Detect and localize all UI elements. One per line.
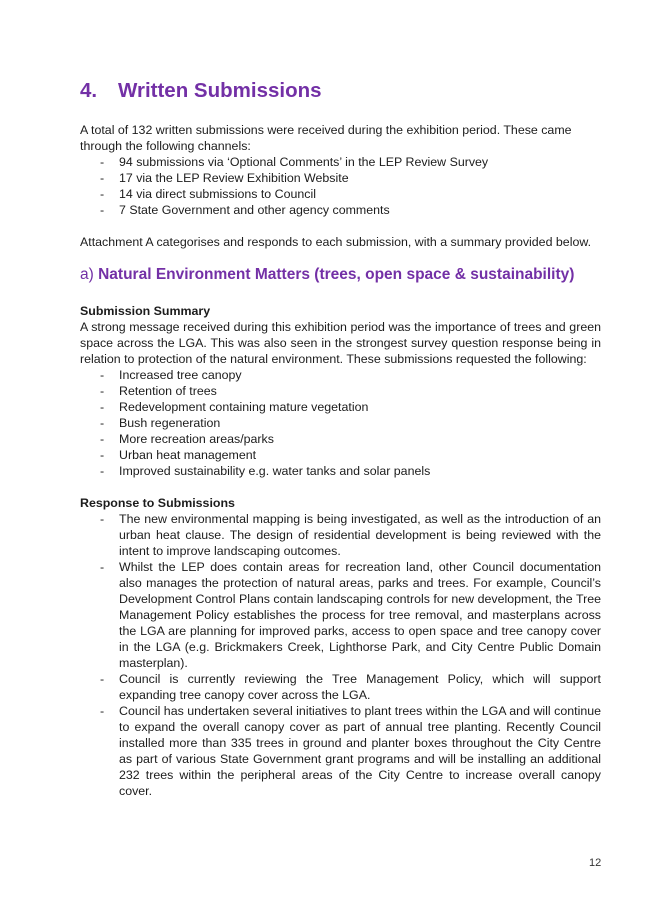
dash-bullet: - [100, 384, 105, 398]
list-item: - 94 submissions via ‘Optional Comments’ in the LEP Review Survey [100, 155, 489, 169]
response-heading: Response to Submissions [80, 496, 235, 510]
dash-bullet: - [100, 416, 105, 430]
request-list [80, 367, 601, 479]
dash-bullet: - [100, 368, 105, 382]
dash-bullet: - [100, 400, 105, 414]
list-item: - Council has undertaken several initiatives to plant trees within the LGA and will continue to expand the overall canopy cover as part of annual tree planting. Recently Council installed more than 335 trees in ground and planter boxes throughout the City Centre as part of various State Government grant programs and will be installing an additional 232 trees within the peripheral areas of the City Centre to increase overall canopy cover. [100, 704, 601, 798]
list-item: - 17 via the LEP Review Exhibition Website [100, 171, 349, 185]
section-title: Written Submissions [118, 79, 322, 102]
dash-bullet: - [100, 203, 105, 217]
list-item: - More recreation areas/parks [100, 432, 274, 446]
list-item: - Whilst the LEP does contain areas for recreation land, other Council documentation also manages the protection of natural areas, parks and trees. For example, Council’s Development Control Plans contain landscaping controls for new development, the Tree Management Policy establishes the process for tree removal, and masterplans across the LGA are planning for improved parks, access to open space and tree canopy cover in the LGA (e.g. Brickmakers Creek, Lighthorse Park, and City Centre Public Domain masterplan). [100, 560, 601, 670]
dash-bullet: - [100, 187, 105, 201]
list-item: - Retention of trees [100, 384, 217, 398]
page-number: 12 [589, 857, 602, 869]
list-item: - Improved sustainability e.g. water tanks and solar panels [100, 464, 431, 478]
dash-bullet: - [100, 171, 105, 185]
summary-heading: Submission Summary [80, 304, 211, 318]
list-item: - Urban heat management [100, 448, 257, 462]
dash-bullet: - [100, 448, 105, 462]
subsection-heading [80, 264, 601, 286]
list-item: - The new environmental mapping is being investigated, as well as the introduction of an urban heat clause. The design of residential development is being reviewed with the intent to improve landscaping outcomes. [100, 512, 601, 558]
subsection-title: Natural Environment Matters (trees, open space & sustainability) [98, 266, 575, 283]
section-number: 4. [80, 79, 98, 102]
list-item: - 14 via direct submissions to Council [100, 187, 316, 201]
section-heading [80, 78, 601, 104]
list-item: - Increased tree canopy [100, 368, 242, 382]
dash-bullet: - [100, 464, 105, 478]
dash-bullet: - [100, 432, 105, 446]
dash-bullet: - [100, 704, 105, 718]
dash-bullet: - [100, 155, 105, 169]
dash-bullet: - [100, 512, 105, 526]
response-list [80, 511, 601, 799]
summary-paragraph: A strong message received during this exhibition period was the importance of trees and green space across the LGA. This was also seen in the strongest survey question response being in relation to protection of the natural environment. These submissions requested the following: [80, 320, 601, 366]
channel-list [80, 154, 601, 218]
intro-paragraph: A total of 132 written submissions were received during the exhibition period. These came through the following channels: [80, 123, 572, 153]
dash-bullet: - [100, 560, 105, 574]
list-item: - Bush regeneration [100, 416, 221, 430]
document-page [80, 78, 601, 799]
dash-bullet: - [100, 672, 105, 686]
list-item: - Council is currently reviewing the Tree Management Policy, which will support expanding tree canopy cover across the LGA. [100, 672, 601, 702]
list-item: - 7 State Government and other agency comments [100, 203, 390, 217]
attachment-note: Attachment A categorises and responds to each submission, with a summary provided below. [80, 235, 592, 249]
list-item: - Redevelopment containing mature vegetation [100, 400, 369, 414]
subsection-letter: a) [80, 266, 94, 283]
